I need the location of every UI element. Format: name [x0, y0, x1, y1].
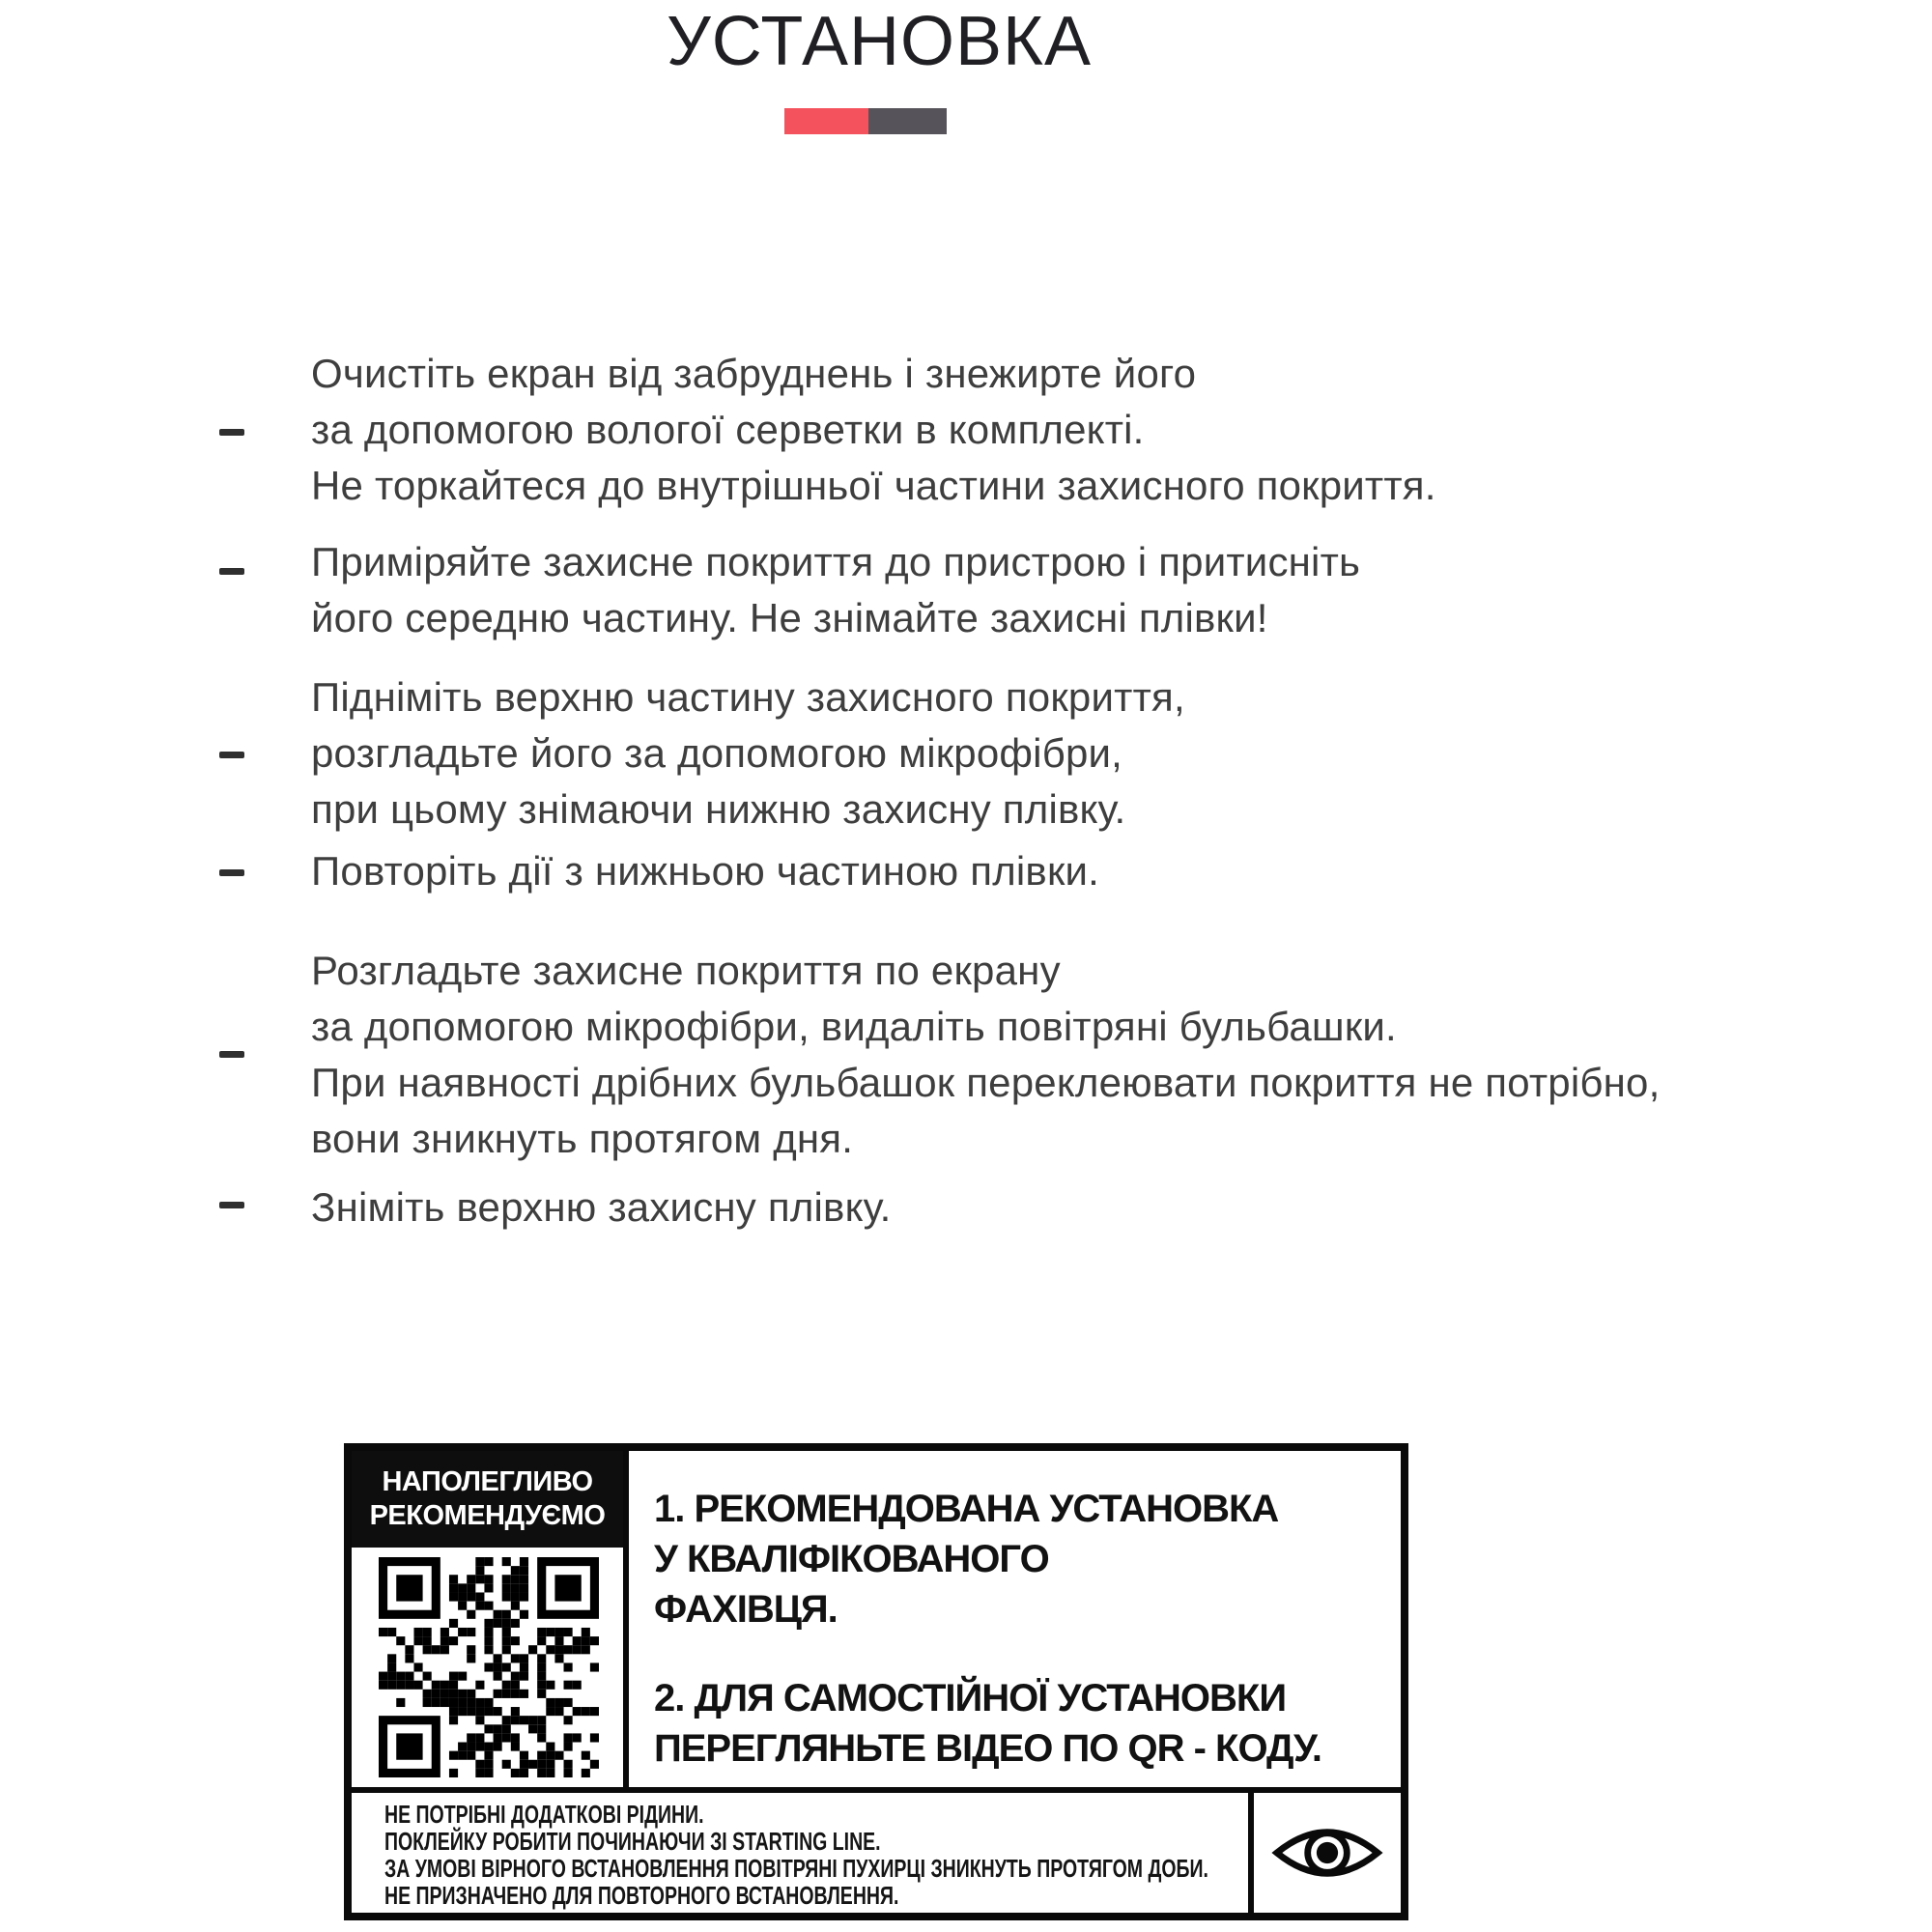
- qr-code-icon: [379, 1557, 599, 1777]
- recommendation-header: НАПОЛЕГЛИВО РЕКОМЕНДУЄМО: [352, 1451, 623, 1548]
- divider-gray-segment: [868, 108, 947, 134]
- step-text: Розгладьте захисне покриття по екрану за допомогою мікрофібри, видаліть повітряні бульбашки. При наявності дрібних бульбашок переклеювати покриття не потрібно, вони зникнуть протягом дня.: [311, 948, 1661, 1161]
- step-text: Повторіть дії з нижньою частиною плівки.: [311, 848, 1100, 894]
- eye-icon: [1271, 1819, 1383, 1887]
- bullet-dash: [219, 1202, 244, 1208]
- step-text: Очистіть екран від забруднень і знежирте його за допомогою вологої серветки в комплекті. Не торкайтеся до внутрішньої частини захисного покриття.: [311, 351, 1436, 508]
- bullet-dash: [219, 429, 244, 436]
- step-text: Приміряйте захисне покриття до пристрою і притисніть його середню частину. Не знімайте захисні плівки!: [311, 539, 1361, 640]
- column-divider: [623, 1451, 629, 1793]
- bullet-dash: [219, 1051, 244, 1058]
- step-text: Зніміть верхню захисну плівку.: [311, 1184, 892, 1230]
- recommended-install-text: 1. РЕКОМЕНДОВАНА УСТАНОВКА У КВАЛІФІКОВАНОГО ФАХІВЦЯ.: [654, 1488, 1279, 1631]
- bullet-dash: [219, 568, 244, 575]
- bullet-dash: [219, 869, 244, 876]
- bullet-dash: [219, 752, 244, 758]
- row-divider: [352, 1787, 1401, 1793]
- page-title: УСТАНОВКА: [667, 3, 1092, 80]
- title-divider: [784, 108, 947, 134]
- footnote-text: НЕ ПОТРІБНІ ДОДАТКОВІ РІДИНИ. ПОКЛЕЙКУ РОБИТИ ПОЧИНАЮЧИ ЗІ STARTING LINE. ЗА УМОВІ ВІРНОГО ВСТАНОВЛЕННЯ ПОВІТРЯНІ ПУХИРЦІ ЗНИКНУТЬ ПРОТЯГОМ ДОБИ. НЕ ПРИЗНАЧЕНО ДЛЯ ПОВТОРНОГО ВСТАНОВЛЕННЯ.: [384, 1800, 1208, 1910]
- divider-red-segment: [784, 108, 868, 134]
- self-install-text: 2. ДЛЯ САМОСТІЙНОЇ УСТАНОВКИ ПЕРЕГЛЯНЬТЕ ВІДЕО ПО QR - КОДУ.: [654, 1677, 1322, 1770]
- recommendation-box: [344, 1443, 1408, 1920]
- step-text: Підніміть верхню частину захисного покриття, розгладьте його за допомогою мікрофібри, при цьому знімаючи нижню захисну плівку.: [311, 674, 1185, 832]
- eye-cell-divider: [1248, 1793, 1254, 1913]
